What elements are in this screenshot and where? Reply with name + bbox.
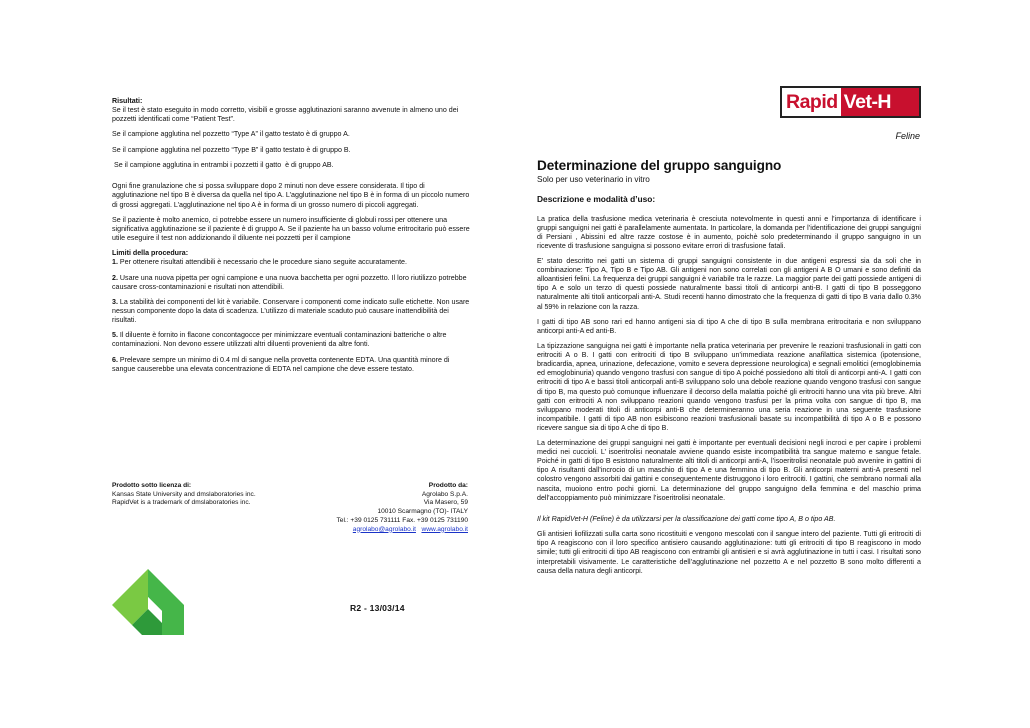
email-link[interactable]: agrolabo@agrolabo.it [352,525,416,533]
kit-intro: Il kit RapidVet-H (Feline) è da utilizzarsi per la classificazione dei gatti come tipo A, B o tipo AB. [537,515,836,524]
results-heading: Risultati: [112,97,143,105]
rapidvet-logo [780,86,921,118]
company-street: Via Masero, 59 [423,499,468,507]
revision-label: R2 - 13/03/14 [350,603,405,613]
agrolabo-logo-icon [112,567,185,637]
species-label: Feline [895,131,920,141]
limit-item: 5. Il diluente è fornito in flacone concontagocce per minimizzare eventuali contaminazioni batteriche o altre contaminazioni. Non devono essere utilizzati altri diluenti provenienti da altre fonti. [112,331,447,349]
company-city: 10010 Scarmagno (TO)- ITALY [377,508,468,516]
producer-heading: Prodotto da: [428,482,468,489]
results-type-b: Se il campione agglutina nel pozzetto “Type B” il gatto testato è di gruppo B. [112,145,351,154]
limit-item: 3. La stabilità dei componenti del kit è variabile. Conservare i componenti come indicato sulle etichette. Non usare nessun componente dopo la data di scadenza. L’utilizzo di materiale scaduto può causare inattendibilità dei risultati. [112,297,470,325]
limit-item: 1. Per ottenere risultati attendibili è necessario che le procedure siano seguite accuratamente. [112,258,407,267]
license-line: Kansas State University and dmslaboratories inc. [112,490,256,498]
right-column [537,150,921,582]
paragraph-intro: La pratica della trasfusione medica veterinaria è cresciuta notevolmente in questi anni e l’importanza di identificare i gruppi sanguigni nei gatti è parallelamente aumentata. In particolare, la domanda per l’identificazione dei gruppi sanguigni di Persiani , Abissini ed altre razze costose è in aumento, poichè solo predeterminando il gruppo sanguigno in un ricevente di trasfusione sanguigna si possono evitare errori di trasfusione fatali. [537,214,921,250]
paragraph-type-ab: I gatti di tipo AB sono rari ed hanno antigeni sia di tipo A che di tipo B sulla membrana eritrocitaria e non sviluppano anticorpi anti-A ed anti-B. [537,317,921,335]
company-name: Agrolabo S.p.A. [421,490,468,498]
results-intro: Se il test è stato eseguito in modo corretto, visibili e grosse agglutinazioni saranno avvenute in almeno uno dei pozzetti identificati come “Patient Test”. [112,106,459,124]
section-heading: Descrizione e modalità d’uso: [537,193,656,204]
paragraph-method: Gli antisieri liofilizzati sulla carta sono ricostituiti e vengono mescolati con il sangue intero del paziente. Tutti gli eritrociti di tipo A reagiscono con il loro specifico antisiero causando agglutinazione: tutti gli eritrociti di tipo B reagiscono in modo simile; tutti gli eritrociti di tipo AB reagiscono con entrambi gli antisieri e si avrà agglutinazione in tutti i casi. I risultati sono interpretabili visivamente. Le caratteristiche dell’agglutinazione nel pozzetto A e nel pozzetto B sono molto differenti a causa della natura degli anticorpi. [537,530,921,575]
website-link[interactable]: www.agrolabo.it [421,525,468,533]
results-type-ab: Se il campione agglutina in entrambi i pozzetti il gatto è di gruppo AB. [112,160,334,169]
limit-item: 6. Prelevare sempre un minimo di 0.4 ml di sangue nella provetta contenente EDTA. Una quantità minore di sangue causerebbe una elevata concentrazione di EDTA nel campione che deve essere testato. [112,355,450,373]
limit-item: 2. Usare una nuova pipetta per ogni campione e una nuova bacchetta per ogni pozzetto. Il loro riutilizzo potrebbe causare cross-contaminazioni e risultati non attendibili. [112,273,467,291]
paragraph-blood-groups: E’ stato descritto nei gatti un sistema di gruppi sanguigni consistente in due antigeni espressi sia da soli che in combinazione: Tipo A, Tipo B e Tipo AB. Gli antigeni non sono correlati con gli antigeni A B O umani e sono definiti da alloantisieri felini. La frequenza dei gruppi sanguigni è variabile tra le razze. La maggior parte dei gatti possiede antigeni di tipo A e solo un terzo di questi possiede naturalmente bassi titoli di anticorpi anti-B. I gatti di tipo B posseggono naturalmente alti titoli anticorpali anti-A. Studi recenti hanno dimostrato che la frequenza di gatti di tipo B varia dallo 0.3% al 59% in relazione con la razza. [537,257,921,311]
paragraph-neonatal: La determinazione dei gruppi sanguigni nei gatti è importante per eventuali decisioni negli incroci e per capire i problemi medici nei cuccioli. L’ isoeritrolisi neonatale avviene quando esiste incompatibilità tra sangue materno e sangue fetale. Poiché in gatti di tipo B esistono naturalmente alti titoli di anticorpi anti-A, l’isoeritrolisi neonatale può avvenire in gattini di tipo A risultanti dall’incrocio di un maschio di tipo A e una femmina di tipo B. Gli anticorpi materni anti-A presenti nel colostro vengono assorbiti dai gattini e conseguentemente distruggono i loro eritrociti. I gattini, che sembrano normali alla nascita, muoiono entro pochi giorni. La determinazione del gruppo sanguigno della femmina e del maschio prima dell’accoppiamento può minimizzare l’isoeritrolisi neonatale. [537,439,921,502]
granulation-note: Ogni fine granulazione che si possa sviluppare dopo 2 minuti non deve essere considerata. Il tipo di agglutinazione nel tipo B è diversa da quella nel tipo A. L’agglutinazione nel tipo B è in forma di un piccolo numero di grossi aggregati. L’agglutinazione nel tipo A è in forma di un grosso numero di piccoli aggregati. [112,182,470,209]
document-subtitle: Solo per uso veterinario in vitro [537,175,650,185]
document-title: Determinazione del gruppo sanguigno [537,158,782,173]
results-type-a: Se il campione agglutina nel pozzetto “Type A” il gatto testato è di gruppo A. [112,130,350,139]
paragraph-transfusion: La tipizzazione sanguigna nei gatti è importante nella pratica veterinaria per prevenire le reazioni trasfusionali in gatti con eritrociti A o B. I gatti con eritrociti di tipo B sviluppano un’immediata reazione anafilattica sistemica (ipotensione, bradicardia, apnea, urinazione, defecazione, vomito e severa depressione neurologica) e segnali emolitici (emoglobinemia ed emoglobinuria) quando vengono trasfusi con sangue di tipo A poiché possiedono alti titoli di anticorpi anti-A. I gatti con eritrociti di tipo A e bassi titoli anticorpali anti-B sviluppano solo una debole reazione quando vengono trasfusi con sangue di tipo B, ma questo può comunque influenzare il decorso della malattia poiché gli eritrociti hanno una vita più breve. Altri gatti con eritrociti A non sviluppano reazioni quando vengono trasfusi per la prima volta con sangue di tipo B, ma sviluppano moderati titoli di anticorpi anti-B che determineranno una seria reazione in una seguente trasfusione incompatibile. I gatti di tipo AB non esibiscono reazioni trasfusionali basate su incompatibilità di tipo A o B e possono ricevere sangue sia di tipo A che di tipo B. [537,342,921,432]
logo-text-rapid: Rapid [782,88,841,116]
logo-text-vet-h: Vet-H [841,88,919,116]
anemic-note: Se il paziente è molto anemico, ci potrebbe essere un numero insufficiente di globuli rossi per ottenere una significativa agglutinazione se il paziente è di gruppo A. Se il paziente ha un basso volume eritrocitario può essere utile eseguire il test non addizionando il diluente nei pozzetti per il campione [112,215,470,242]
trademark-line: RapidVet is a trademark of dmslaboratories inc. [112,499,251,507]
license-heading: Prodotto sotto licenza di: [112,482,192,489]
limits-heading: Limiti della procedura: [112,249,189,258]
left-column [112,97,470,380]
company-phone: Tel.: +39 0125 731111 Fax. +39 0125 731190 [336,516,468,524]
producer-block [300,482,468,534]
